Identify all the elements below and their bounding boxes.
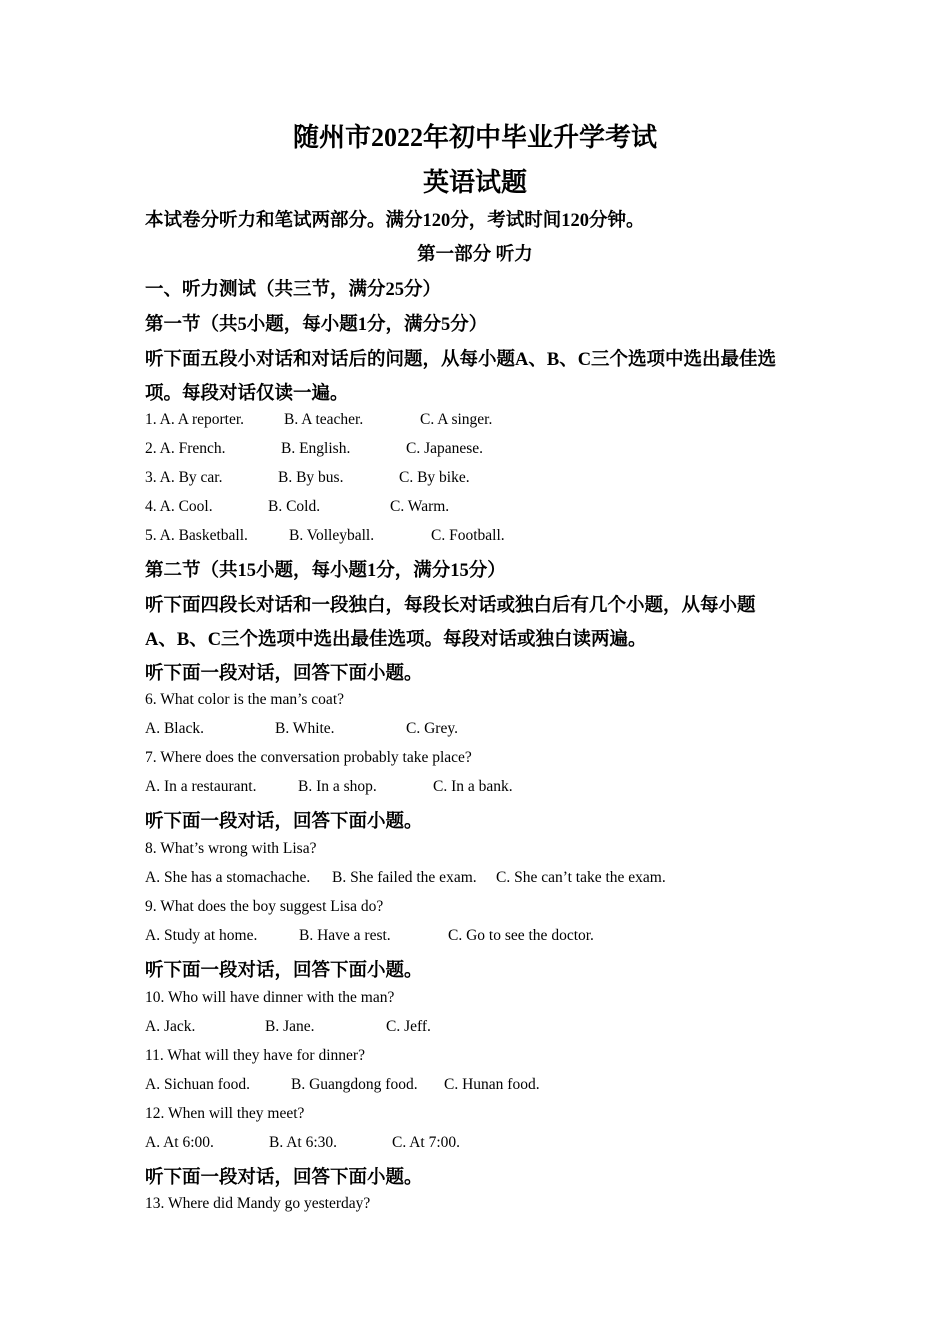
option-a: 5. A. Basketball. <box>145 527 248 544</box>
option-a: A. Jack. <box>145 1018 196 1035</box>
option-c: C. Grey. <box>406 720 458 737</box>
option-a: A. Sichuan food. <box>145 1076 251 1093</box>
subsection-heading-2: 第二节（共15小题，每小题1分，满分15分） <box>145 561 506 581</box>
option-c: C. Japanese. <box>406 440 484 457</box>
option-c: C. She can’t take the exam. <box>496 869 666 886</box>
subsection-instructions-1a: 听下面五段小对话和对话后的问题，从每小题A、B、C三个选项中选出最佳选 <box>145 350 777 370</box>
subsection-instructions-2a: 听下面四段长对话和一段独白，每段长对话或独白后有几个小题，从每小题 <box>145 596 756 616</box>
option-c: C. Go to see the doctor. <box>448 927 594 944</box>
exam-title: 随州市2022年初中毕业升学考试 <box>292 123 657 152</box>
exam-subtitle: 英语试题 <box>422 168 527 197</box>
option-b: B. By bus. <box>278 469 344 486</box>
option-b: B. Guangdong food. <box>291 1076 418 1093</box>
option-b: B. A teacher. <box>284 411 364 428</box>
option-c: C. Jeff. <box>386 1018 431 1035</box>
question-text: 10. Who will have dinner with the man? <box>145 989 395 1006</box>
question-text: 11. What will they have for dinner? <box>145 1047 365 1064</box>
subsection-instructions-1b: 项。每段对话仅读一遍。 <box>145 384 349 404</box>
question-text: 9. What does the boy suggest Lisa do? <box>145 898 384 915</box>
listen-prompt: 听下面一段对话，回答下面小题。 <box>145 812 423 832</box>
question-text: 13. Where did Mandy go yesterday? <box>145 1195 371 1212</box>
option-a: A. She has a stomachache. <box>145 869 311 886</box>
option-c: C. A singer. <box>420 411 493 428</box>
option-c: C. By bike. <box>399 469 470 486</box>
question-text: 12. When will they meet? <box>145 1105 305 1122</box>
section-heading: 一、听力测试（共三节，满分25分） <box>145 280 442 300</box>
exam-intro: 本试卷分听力和笔试两部分。满分120分，考试时间120分钟。 <box>145 211 645 231</box>
option-c: C. At 7:00. <box>392 1134 461 1151</box>
listen-prompt: 听下面一段对话，回答下面小题。 <box>145 961 423 981</box>
option-c: C. Hunan food. <box>444 1076 540 1093</box>
option-a: 4. A. Cool. <box>145 498 213 515</box>
option-b: B. Volleyball. <box>289 527 375 544</box>
option-b: B. Cold. <box>268 498 321 515</box>
part-heading: 第一部分 听力 <box>417 245 533 265</box>
option-c: C. In a bank. <box>433 778 513 795</box>
listen-prompt: 听下面一段对话，回答下面小题。 <box>145 1168 423 1188</box>
question-text: 8. What’s wrong with Lisa? <box>145 840 317 857</box>
option-b: B. In a shop. <box>298 778 377 795</box>
option-b: B. Jane. <box>265 1018 315 1035</box>
subsection-heading-1: 第一节（共5小题，每小题1分，满分5分） <box>145 315 488 335</box>
option-a: A. Study at home. <box>145 927 258 944</box>
option-a: A. In a restaurant. <box>145 778 257 795</box>
option-b: B. White. <box>275 720 335 737</box>
question-text: 6. What color is the man’s coat? <box>145 691 345 708</box>
option-a: A. Black. <box>145 720 204 737</box>
subsection-instructions-2b: A、B、C三个选项中选出最佳选项。每段对话或独白读两遍。 <box>145 630 647 650</box>
option-c: C. Football. <box>431 527 505 544</box>
option-b: B. English. <box>281 440 351 457</box>
option-a: 1. A. A reporter. <box>145 411 245 428</box>
option-c: C. Warm. <box>390 498 450 515</box>
option-b: B. At 6:30. <box>269 1134 338 1151</box>
option-b: B. Have a rest. <box>299 927 391 944</box>
option-b: B. She failed the exam. <box>332 869 477 886</box>
listen-prompt: 听下面一段对话，回答下面小题。 <box>145 664 423 684</box>
option-a: 3. A. By car. <box>145 469 223 486</box>
option-a: 2. A. French. <box>145 440 226 457</box>
option-a: A. At 6:00. <box>145 1134 214 1151</box>
question-text: 7. Where does the conversation probably take place? <box>145 749 472 766</box>
